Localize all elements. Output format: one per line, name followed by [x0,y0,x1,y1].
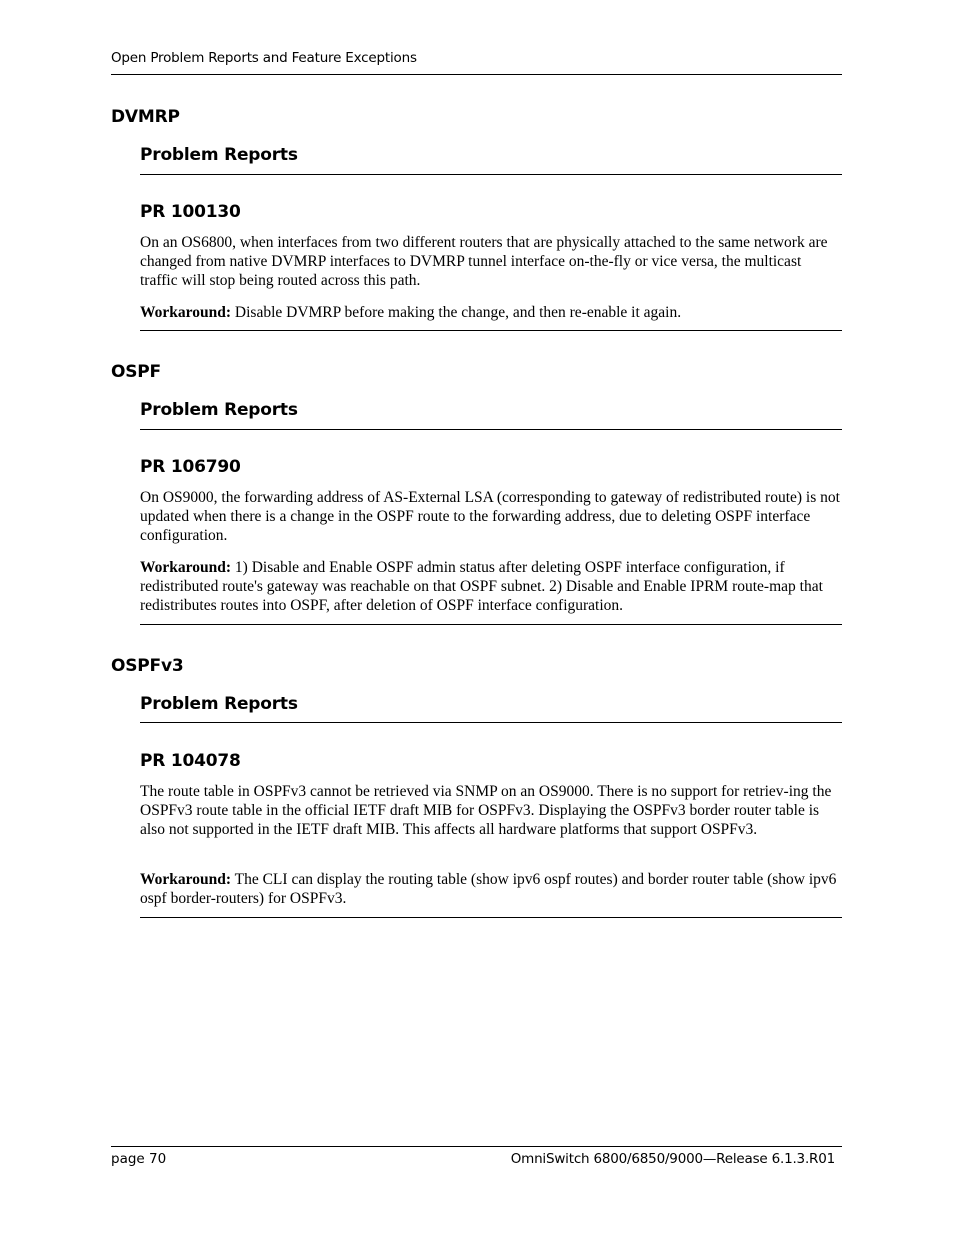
section-title-ospf: OSPF [111,362,161,382]
workaround-label: Workaround: [140,304,232,321]
page-number: page 70 [111,1151,167,1167]
subtitle-rule [140,174,842,175]
pr-workaround-106790 [140,558,842,615]
section-end-rule [140,624,842,625]
pr-title-100130: PR 100130 [140,202,241,222]
subtitle-problem-reports-dvmrp: Problem Reports [140,145,298,165]
subtitle-rule [140,722,842,723]
pr-title-104078: PR 104078 [140,751,241,771]
subtitle-problem-reports-ospf: Problem Reports [140,400,298,420]
workaround-text: 1) Disable and Enable OSPF admin status after deleting OSPF interface configuration, if redistributed route's gateway was reachable on that OSPF subnet. 2) Disable and Enable IPRM route-map that redistributes routes into OSPF, after deletion of OSPF interface configuration. [140,559,823,614]
pr-description-100130: On an OS6800, when interfaces from two different routers that are physically attached to the same network are changed from native DVMRP interfaces to DVMRP tunnel interface on-the-fly or vice versa, the multicast traffic will stop being routed across this path. [140,234,828,289]
workaround-label: Workaround: [140,871,232,888]
section-end-rule [140,917,842,918]
pr-workaround-104078 [140,870,842,908]
subtitle-problem-reports-ospfv3: Problem Reports [140,694,298,714]
footer-rule [111,1146,842,1147]
pr-description-106790: On OS9000, the forwarding address of AS-External LSA (corresponding to gateway of redistributed route) is not updated when there is a change in the OSPF route to the forwarding address, due to deleting OSPF interface configuration. [140,489,840,544]
workaround-text: The CLI can display the routing table (show ipv6 ospf routes) and border router table (show ipv6 ospf border-routers) for OSPFv3. [140,871,837,907]
pr-title-106790: PR 106790 [140,457,241,477]
section-title-ospfv3: OSPFv3 [111,656,184,676]
workaround-text: Disable DVMRP before making the change, and then re-enable it again. [231,304,682,321]
subtitle-rule [140,429,842,430]
section-title-dvmrp: DVMRP [111,107,180,127]
running-header: Open Problem Reports and Feature Exceptions [111,50,417,66]
pr-workaround-100130 [140,303,842,322]
section-end-rule [140,330,842,331]
pr-description-104078: The route table in OSPFv3 cannot be retrieved via SNMP on an OS9000. There is no support for retriev-ing the OSPFv3 route table in the official IETF draft MIB for OSPFv3. Displaying the OSPFv3 border router table is also not supported in the IETF draft MIB. This affects all hardware platforms that support OSPFv3. [140,783,832,838]
workaround-label: Workaround: [140,559,232,576]
footer-doc-title: OmniSwitch 6800/6850/9000—Release 6.1.3.R01 [510,1151,835,1167]
header-rule [111,74,842,75]
